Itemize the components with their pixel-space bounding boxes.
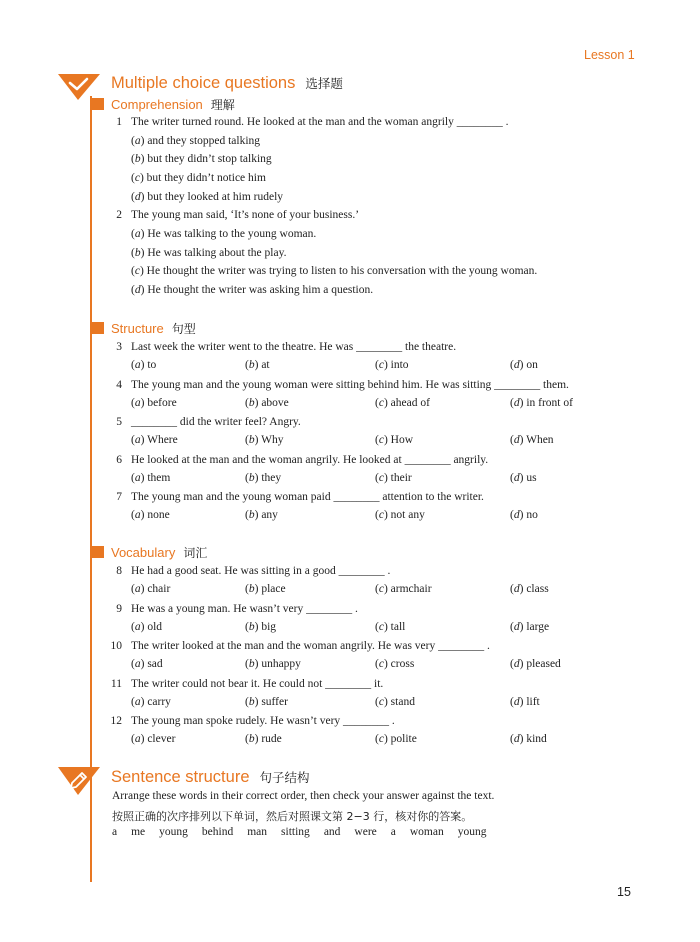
option: (c) ahead of [375,396,430,409]
option-letter: b [248,434,255,446]
page-number: 15 [617,885,631,899]
question-text: ________ did the writer feel? Angry. [131,416,301,428]
question-text: He looked at the man and the woman angrily. He looked at ________ angrily. [131,453,489,466]
option: (a) He was talking to the young woman. [131,228,317,240]
option-text: clever [147,733,176,745]
option: (c) tall [375,620,406,633]
option-text: He thought the writer was asking him a question. [147,284,374,296]
option-text: into [390,359,409,371]
option-text: above [261,396,289,409]
option: (a) old [131,620,163,633]
option-text: He thought the writer was trying to listen to his conversation with the young woman. [146,265,538,277]
option-letter: a [134,228,141,240]
option: (c) but they didn’t notice him [131,172,266,184]
question-text: Last week the writer went to the theatre. He was ________ the theatre. [131,341,457,353]
word: behind [201,826,234,838]
question-text: The young man said, ‘It’s none of your business.’ [131,209,360,221]
word-list [112,826,500,838]
option-letter: d [513,471,520,484]
option-text: us [526,471,537,484]
option: (b) they [245,471,282,484]
option: (b) above [245,396,289,409]
question-number: 3 [116,341,122,353]
option-letter: b [248,509,255,521]
option: (d) in front of [510,396,573,409]
option: (d) kind [510,733,547,745]
question-text: The young man spoke rudely. He wasn’t very ________ . [131,715,395,727]
option-letter: c [134,172,140,184]
checkmark-icon [58,74,100,100]
option-letter: d [513,733,520,745]
option-letter: d [513,620,520,633]
comprehension-marker [92,98,104,110]
option-text: old [147,620,163,633]
option-text: in front of [526,396,573,409]
option-letter: c [378,620,384,633]
option-letter: c [378,434,384,446]
option-text: tall [390,620,406,633]
word: young [159,826,188,838]
option: (b) place [245,583,286,595]
option: (a) clever [131,733,176,745]
option-letter: a [134,733,141,745]
option: (d) on [510,359,538,371]
option-letter: d [513,509,520,521]
option-letter: a [134,359,141,371]
option-text: any [261,509,278,521]
option-text: ahead of [390,396,430,409]
option-text: not any [390,509,425,521]
option: (d) When [510,434,554,446]
option-letter: a [134,695,141,708]
option-text: their [390,471,412,484]
word: a [390,826,396,838]
word: and [323,826,341,838]
option: (b) at [245,359,270,371]
option: (b) big [245,620,277,633]
option: (d) lift [510,695,540,708]
option-text: none [147,509,170,521]
option-text: Why [261,434,284,446]
option: (b) suffer [245,695,288,708]
option: (c) polite [375,733,417,745]
option-letter: d [513,695,520,708]
structure-heading: Structure 句型 [111,321,196,336]
option-text: before [147,396,177,409]
option: (a) them [131,471,171,484]
option-text: carry [147,695,171,708]
option-letter: b [134,247,141,259]
option-letter: d [134,284,141,296]
question-text: The young man and the young woman were sitting behind him. He was sitting ________ them. [131,378,569,391]
word: me [131,826,146,838]
question-number: 12 [110,715,122,727]
option-text: armchair [390,583,432,595]
option: (a) before [131,396,177,409]
option-letter: b [134,153,141,165]
option: (b) unhappy [245,658,301,670]
option-letter: b [248,733,255,745]
option-letter: c [378,583,384,595]
option: (a) to [131,359,157,371]
instruction-chinese: 按照正确的次序排列以下单词，然后对照课文第 2−3 行，核对你的答案。 [112,810,473,823]
option-letter: b [248,471,255,484]
option-letter: d [513,434,520,446]
option-letter: b [248,583,255,595]
question-number: 11 [110,677,122,690]
comprehension-heading: Comprehension 理解 [111,97,235,112]
option-letter: d [513,396,520,409]
word: were [354,826,377,838]
option-text: sad [147,658,163,670]
option-text: cross [390,658,415,670]
option-text: to [147,359,157,371]
instruction-english: Arrange these words in their correct order, then check your answer against the text. [112,790,495,802]
vocabulary-heading: Vocabulary 词汇 [111,545,208,560]
word: young [457,826,487,838]
option-letter: b [248,620,255,633]
word: man [247,826,268,838]
option-text: stand [390,695,415,708]
lesson-label: Lesson 1 [584,48,635,62]
option: (a) chair [131,583,171,595]
option: (c) not any [375,509,425,521]
option-text: chair [147,583,171,595]
option-letter: d [513,359,520,371]
option-letter: c [378,471,384,484]
option-text: big [261,620,277,633]
pen-icon [58,767,100,795]
option-text: class [526,583,549,595]
word: woman [409,826,444,838]
question-number: 5 [116,416,122,428]
option: (c) their [375,471,412,484]
option-letter: a [134,471,141,484]
option-text: lift [526,695,540,708]
option-letter: b [248,396,255,409]
option-text: He was talking about the play. [147,247,287,259]
option: (b) but they didn’t stop talking [131,153,272,165]
word: a [112,826,118,838]
question-text: The young man and the young woman paid ________ attention to the writer. [131,491,484,503]
option-text: large [526,620,550,633]
option-text: but they looked at him rudely [147,191,284,203]
option-text: but they didn’t stop talking [147,153,272,165]
option: (d) He thought the writer was asking him a question. [131,284,374,296]
option: (a) Where [131,434,178,446]
option-text: kind [526,733,547,745]
option: (d) class [510,583,549,595]
question-number: 2 [116,209,122,221]
option: (c) into [375,359,409,371]
option-text: How [390,434,414,446]
option-letter: a [134,509,141,521]
option-letter: d [513,658,520,670]
option: (a) and they stopped talking [131,135,261,147]
question-number: 9 [116,602,122,615]
option-text: they [261,471,282,484]
option: (a) carry [131,695,171,708]
option-letter: a [134,583,141,595]
option: (b) Why [245,434,284,446]
word: sitting [281,826,310,838]
option: (d) large [510,620,550,633]
option-text: at [261,359,270,371]
option-text: place [261,583,286,595]
option-letter: c [378,695,384,708]
option: (c) armchair [375,583,432,595]
option-text: suffer [261,695,288,708]
option-text: Where [147,434,178,446]
option-letter: c [378,359,384,371]
question-number: 10 [110,640,122,652]
option-letter: b [248,359,255,371]
option-text: and they stopped talking [147,135,261,147]
option-letter: c [378,509,384,521]
option-letter: c [378,658,384,670]
option-letter: c [378,396,384,409]
option: (c) He thought the writer was trying to listen to his conversation with the young woman. [131,265,538,277]
option-letter: d [513,583,520,595]
option-text: When [526,434,554,446]
option: (d) no [510,509,538,521]
option: (c) stand [375,695,415,708]
question-text: The writer could not bear it. He could not ________ it. [131,677,384,690]
option-letter: d [134,191,141,203]
option-letter: c [134,265,140,277]
option-letter: a [134,135,141,147]
question-text: He had a good seat. He was sitting in a good ________ . [131,565,391,577]
option-letter: a [134,396,141,409]
option-letter: a [134,434,141,446]
vocabulary-marker [92,546,104,558]
option-text: polite [390,733,417,745]
option-text: rude [261,733,282,745]
option-text: unhappy [261,658,301,670]
mcq-heading: Multiple choice questions 选择题 [111,74,343,92]
option-text: but they didn’t notice him [146,172,266,184]
option-text: on [526,359,538,371]
option: (d) us [510,471,537,484]
question-number: 7 [116,491,122,503]
option: (b) rude [245,733,282,745]
question-text: The writer turned round. He looked at the man and the woman angrily ________ . [131,116,509,128]
option-text: pleased [526,658,561,670]
option: (b) any [245,509,278,521]
option: (b) He was talking about the play. [131,247,287,259]
question-number: 6 [116,453,122,466]
option-letter: b [248,658,255,670]
option: (c) cross [375,658,415,670]
question-number: 8 [116,565,122,577]
option: (a) none [131,509,170,521]
option-letter: b [248,695,255,708]
question-text: He was a young man. He wasn’t very ________ . [131,602,358,615]
option: (d) but they looked at him rudely [131,191,284,203]
question-number: 4 [116,378,122,391]
sentence-structure-heading: Sentence structure 句子结构 [111,768,310,786]
option-text: He was talking to the young woman. [147,228,317,240]
option: (d) pleased [510,658,561,670]
option-letter: a [134,620,141,633]
question-number: 1 [116,116,122,128]
option: (c) How [375,434,414,446]
option-text: them [147,471,171,484]
option-text: no [526,509,538,521]
option-letter: c [378,733,384,745]
option: (a) sad [131,658,163,670]
question-text: The writer looked at the man and the woman angrily. He was very ________ . [131,640,490,652]
structure-marker [92,322,104,334]
option-letter: a [134,658,141,670]
